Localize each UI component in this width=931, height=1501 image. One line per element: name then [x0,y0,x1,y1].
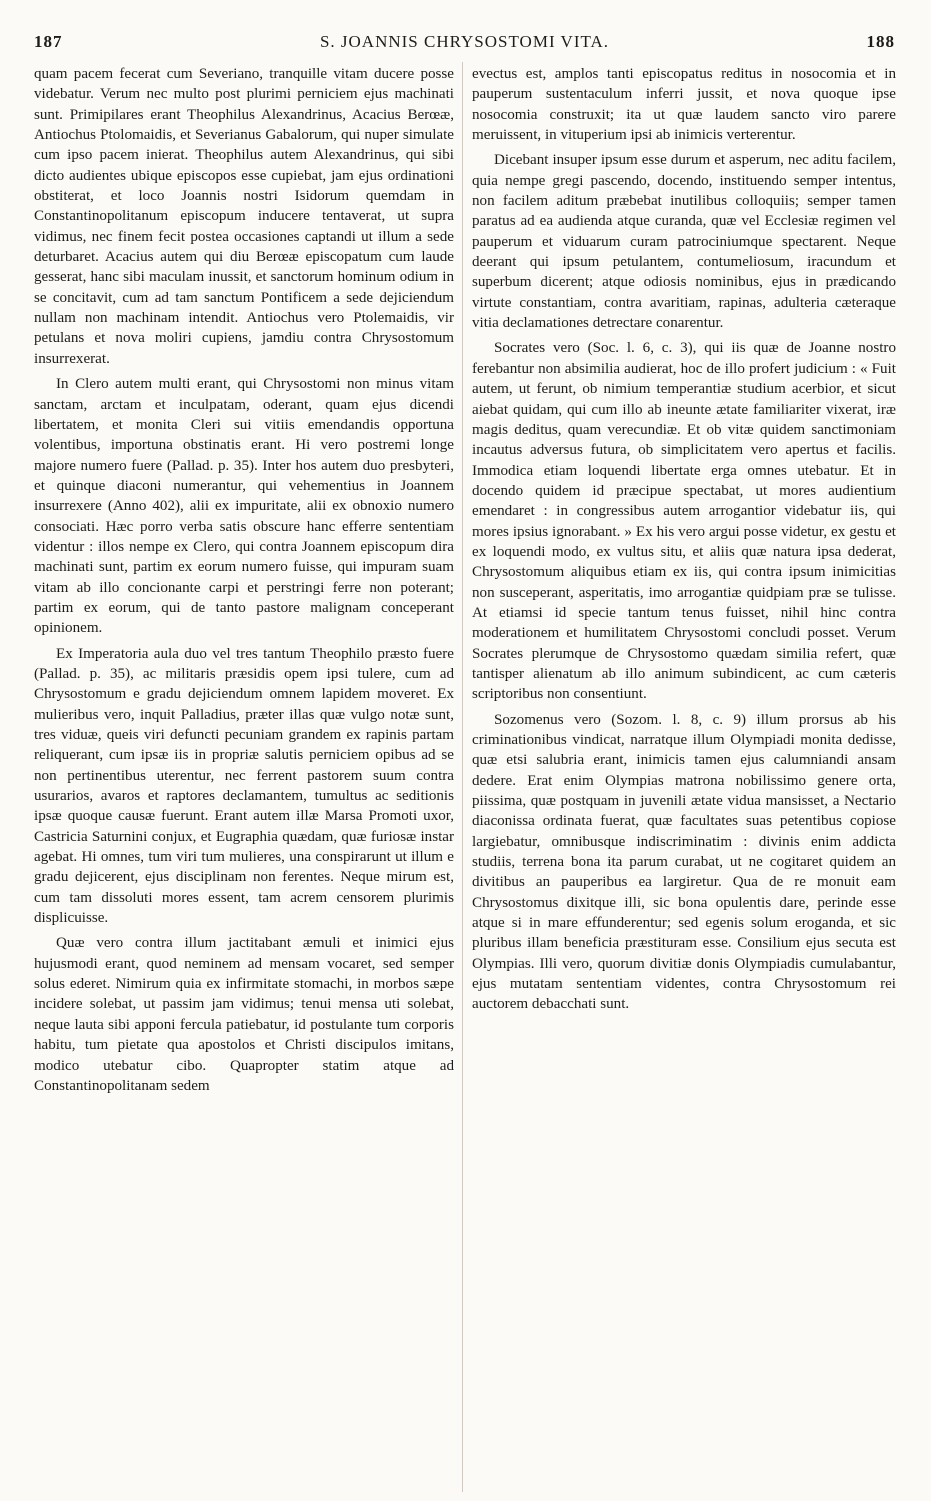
page-number-left: 187 [34,32,63,51]
paragraph: Socrates vero (Soc. l. 6, c. 3), qui iis quæ de Joanne nostro ferebantur non absimilia audierat, hoc de illo profert judicium : « Fuit autem, ut ferunt, ob nimium temperantiæ studium acerbior, et sicut aiebat quidam, qui cum illo ab ineunte ætate familiariter vixerat, iræ magis deditus, quam verecundiæ. Et ob vitæ quidem sanctimoniam incautus adversus futura, ob simplicitatem vero apertus et facilis. Immodica etiam loquendi libertate erga omnes utebatur. Et in docendo quidem id præcipue spectabat, ut mores audientium emendaret : in congressibus autem arrogantior videbatur iis, qui mores ipsius ignorabant. » Ex his vero argui posse videtur, ex gestu et ex loquendi modo, ex vultus situ, et aliis quæ natura ipsa dederat, Chrysostomum aliquibus etiam ex iis, qui contra ipsum inimicitias non susceperant, asperitatis, imo arrogantiæ quidpiam præ se tulisse. At etiamsi id specie tantum tenus fuisset, nihil hinc contra moderationem et humilitatem Chrysostomi concludi posset. Verum Socrates plerumque de Chrysostomo quædam similia refert, quæ tantisper alienatum ab illo animum subindicent, ac cum cæteris scriptoribus non consentiunt. [472,340,896,703]
paragraph: Dicebant insuper ipsum esse durum et asperum, nec aditu facilem, quia nempe gregi pascendo, docendo, instituendo semper intentus, non facilem aditum præbebat inutilibus colloquiis; semper tamen paratus ad ea audienda atque curanda, quæ vel Ecclesiæ regimen vel pauperum et viduarum curam patrociniumque spectarent. Neque deerant qui ipsum petulantem, contumeliosum, iracundum et superbum dicerent; atque odiosis nominibus, ejus in prædicando virtute constantiam, contra avaritiam, rapinas, adulteria cæteraque vitia declamationes detrectare conarentur. [472,152,896,332]
paragraph: quam pacem fecerat cum Severiano, tranquille vitam ducere posse videbatur. Verum nec multo post plurimi perniciem ejus machinati sunt. Primipilares erant Theophilus Alexandrinus, Acacius Berœæ, Antiochus Ptolomaidis, et Severianus Gabalorum, qui nuper simulate cum ipso pacem inierat. Theophilus autem Alexandrinus, qui sibi dicto audientes ubique episcopos esse cupiebat, jam ejus ordinationi obstiterat, et loco Joannis nostri Isidorum quemdam in Constantinopolitanum episcopum inducere tentaverat, ut supra vidimus, nec finem fecit postea occasiones captandi ut illum a sede deturbaret. Acacius autem qui diu Berœæ episcopatum cum laude gesserat, hanc sibi maculam inussit, et sanctorum hominum odium in se concitavit, cum ad tam sanctum Pontificem a sede dejiciendum nullam non machinam intendit. Antiochus vero Ptolemaidis, vir petulans et nova moliri cupiens, jamdiu contra Chrysostomum insurrexerat. [34,66,454,367]
paragraph: evectus est, amplos tanti episcopatus reditus in nosocomia et in pauperum sustentaculum inferri jussit, et nova quoque ipse nosocomia construxit; ita ut quæ laudem sancto viro parere meruissent, in vituperium ipsi ab inimicis verterentur. [472,66,896,144]
page-header [34,32,895,58]
running-title: S. JOANNIS CHRYSOSTOMI VITA. [319,32,610,51]
paragraph: Sozomenus vero (Sozom. l. 8, c. 9) illum prorsus ab his criminationibus vindicat, narratque illum Olympiadi monita dedisse, quæ etsi salubria erant, inimicis tamen ejus calumniandi ansam dedere. Erat enim Olympias matrona nobilissimo genere orta, piissima, quæ postquam in juvenili ætate vidua mansisset, a Nectario diaconissa ordinata fuerat, quæ facultates suas petentibus copiose largiebatur, omnibusque indiscriminatim : divinis enim addicta studiis, terrena bona ita parum curabat, ut ne cogitaret quidem an divitibus an pauperibus ea largiretur. Qua de re monuit eam Chrysostomus dixitque illi, sic bona opulentis dare, perinde esse atque si in mare effunderentur; sed egenis solum eroganda, et sic pluribus illam beneficia præstituram esse. Consilium ejus secuta est Olympias. Illi vero, quorum divitiæ donis Olympiadis cumulabantur, ejus mutatam sententiam videntes, contra Chrysostomum rei auctorem debacchati sunt. [472,711,896,1013]
paragraph: Quæ vero contra illum jactitabant æmuli et inimici ejus hujusmodi erant, quod neminem ad mensam vocaret, sed semper solus ederet. Nimirum quia ex infirmitate stomachi, in morbos sæpe incidere solebat, ut passim jam vidimus; tenui mensa uti solebat, neque lauta sibi apponi fercula patiebatur, id postulante tum corporis habitu, tum pietate qua apostolos et Christi discipulos imitans, modico utebatur cibo. Quapropter statim atque ad Constantinopolitanam sedem [34,935,454,1094]
page-number-right: 188 [866,32,895,51]
right-column [472,64,896,1020]
paragraph: Ex Imperatoria aula duo vel tres tantum Theophilo præsto fuere (Pallad. p. 35), ac militaris præsidis opem ipsi tulere, cum ad Chrysostomum e gradu dejiciendum omnem lapidem moveret. Ex mulieribus vero, inquit Palladius, præter illas quæ vulgo notæ sunt, tres viduæ, queis viri defuncti pecuniam grandem ex rapinis partam reliquerant, cum ipsæ iis in propriæ salutis perniciem opibus ad se non pertinentibus uterentur, nec ferrent pastorem suum contra usurarios, avaros et raptores declamantem, tumultus ac seditionis ipsæ quoque causæ fuerunt. Erant autem illæ Marsa Promoti uxor, Castricia Saturnini conjux, et Eugraphia quædam, quæ furiosæ instar agebat. Hi omnes, tum viri tum mulieres, una conspirarunt ut illum e gradu dejicerent, ejus disciplinam non ferentes. Neque mirum est, cum tam dissoluti mores essent, tam acrem censorem plurimis displicuisse. [34,645,454,927]
column-divider [462,62,463,1492]
paragraph: In Clero autem multi erant, qui Chrysostomi non minus vitam sanctam, arctam et inculpatam, oderant, quam ejus dicendi libertatem, et monita Cleri sui vitiis emendandis opportuna volentibus, importuna obstinatis erant. Hi vero postremi longe majore numero fuere (Pallad. p. 35). Inter hos autem duo presbyteri, et quinque diaconi numerantur, qui vehementius in Joannem insurrexere (Anno 402), alii ex impuritate, alii ex obnoxio numero consociati. Hæc porro verba satis obscure hanc efferre sententiam videntur : illos nempe ex Clero, qui contra Joannem episcopum dira machinati sunt, partim ex eorum numero fuisse, qui impuram suam vitam ab illo concionante carpi et perstringi ferre non poterant; partim ex eorum, qui de tanto pastore malignam conceperant opinionem. [34,376,454,637]
left-column [34,64,454,1101]
